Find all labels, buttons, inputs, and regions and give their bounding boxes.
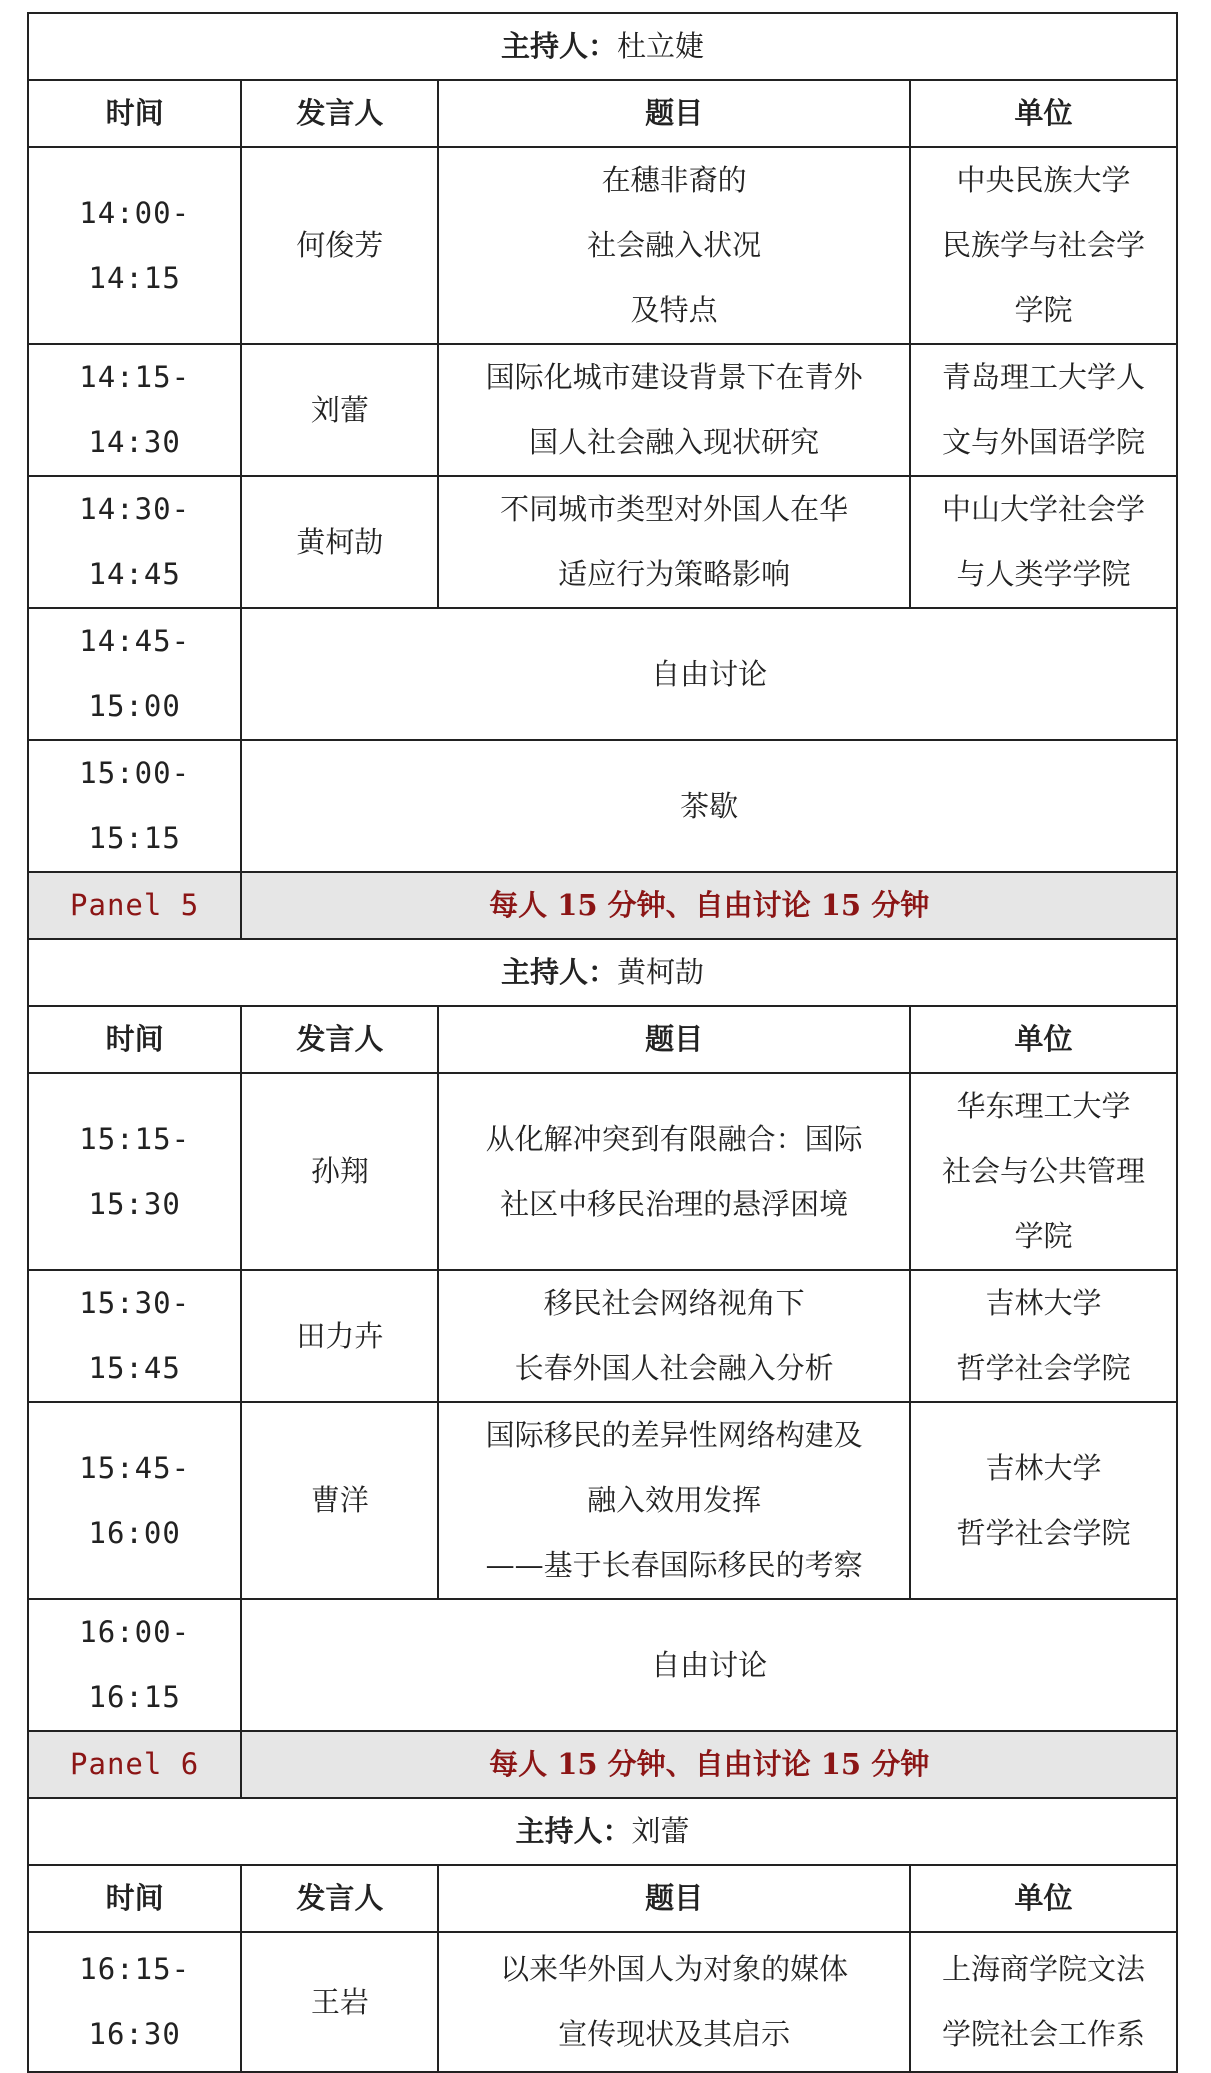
talk-speaker: 孙翔 [241,1073,438,1270]
header-speaker: 发言人 [241,1006,438,1073]
talk-unit-line: 与人类学学院 [956,557,1131,591]
talk-title [438,476,910,608]
host-cell [28,939,1177,1006]
host-label: 主持人： [500,955,617,989]
header-title: 题目 [438,1006,910,1073]
talk-unit-line: 社会与公共管理 [941,1154,1145,1188]
talk-row [28,1270,1177,1402]
talk-title-line: 宣传现状及其启示 [558,2017,791,2051]
break-time: 15:00-15:15 [28,740,241,872]
talk-unit-line: 中央民族大学 [956,163,1131,197]
break-label: 茶歇 [241,740,1177,872]
column-header-row [28,1006,1177,1073]
break-time: 16:00-16:15 [28,1599,241,1731]
talk-speaker: 田力卉 [241,1270,438,1402]
talk-time: 14:30-14:45 [28,476,241,608]
break-time: 14:45-15:00 [28,608,241,740]
talk-title-line: 以来华外国人为对象的媒体 [500,1952,849,1986]
talk-unit-line: 学院 [1014,1219,1073,1253]
talk-title [438,344,910,476]
talk-unit [910,344,1177,476]
break-label: 自由讨论 [241,608,1177,740]
talk-unit [910,1932,1177,2072]
talk-title [438,1402,910,1599]
talk-unit [910,1073,1177,1270]
header-speaker: 发言人 [241,80,438,147]
host-label: 主持人： [500,29,617,63]
talk-row [28,476,1177,608]
talk-unit [910,1270,1177,1402]
panel-info: 每人 15 分钟、自由讨论 15 分钟 [241,872,1177,939]
talk-speaker: 何俊芳 [241,147,438,344]
talk-title-line: 国际移民的差异性网络构建及 [485,1418,863,1452]
talk-unit-line: 上海商学院文法 [941,1952,1145,1986]
talk-unit-line: 哲学社会学院 [956,1515,1131,1550]
column-header-row [28,1865,1177,1932]
host-row [28,939,1177,1006]
talk-title-line: 社会融入状况 [587,228,762,262]
talk-unit [910,1402,1177,1599]
talk-title-line: 国人社会融入现状研究 [529,425,820,459]
talk-speaker: 曹洋 [241,1402,438,1599]
host-name: 黄柯劼 [617,955,705,989]
talk-unit-line: 学院社会工作系 [941,2017,1145,2051]
talk-title [438,1270,910,1402]
talk-unit-line: 中山大学社会学 [941,492,1145,526]
talk-title-line: 移民社会网络视角下 [543,1286,805,1320]
schedule-table [27,12,1178,2073]
talk-speaker: 刘蕾 [241,344,438,476]
talk-unit-line: 华东理工大学 [956,1089,1131,1123]
host-cell [28,13,1177,80]
header-unit: 单位 [910,1865,1177,1932]
header-title: 题目 [438,1865,910,1932]
talk-time: 15:45-16:00 [28,1402,241,1599]
host-name: 杜立婕 [617,29,705,63]
header-unit: 单位 [910,80,1177,147]
header-title: 题目 [438,80,910,147]
talk-title-line: 在穗非裔的 [601,163,747,197]
talk-title-line: 从化解冲突到有限融合：国际 [485,1121,863,1156]
break-row [28,608,1177,740]
talk-row [28,1402,1177,1599]
talk-unit [910,147,1177,344]
talk-unit-line: 文与外国语学院 [941,425,1145,459]
talk-time: 14:15-14:30 [28,344,241,476]
panel-info: 每人 15 分钟、自由讨论 15 分钟 [241,1731,1177,1798]
header-speaker: 发言人 [241,1865,438,1932]
talk-row [28,147,1177,344]
talk-speaker: 王岩 [241,1932,438,2072]
host-label: 主持人： [515,1814,632,1848]
host-row [28,1798,1177,1865]
talk-title-line: 适应行为策略影响 [558,557,791,591]
host-cell [28,1798,1177,1865]
talk-speaker: 黄柯劼 [241,476,438,608]
talk-row [28,1932,1177,2072]
column-header-row [28,80,1177,147]
header-time: 时间 [28,80,241,147]
talk-row [28,344,1177,476]
panel-label: Panel 6 [28,1731,241,1798]
talk-time: 14:00-14:15 [28,147,241,344]
talk-time: 15:30-15:45 [28,1270,241,1402]
talk-title-line: ——基于长春国际移民的考察 [485,1548,863,1582]
talk-unit-line: 学院 [1014,293,1073,327]
header-unit: 单位 [910,1006,1177,1073]
talk-title-line: 及特点 [630,293,718,327]
talk-unit-line: 哲学社会学院 [956,1351,1131,1385]
panel-row [28,872,1177,939]
panel-label: Panel 5 [28,872,241,939]
panel-row [28,1731,1177,1798]
host-name: 刘蕾 [631,1814,690,1848]
talk-title-line: 融入效用发挥 [587,1483,762,1517]
talk-title-line: 社区中移民治理的悬浮困境 [500,1186,849,1221]
header-time: 时间 [28,1865,241,1932]
talk-title-line: 不同城市类型对外国人在华 [500,492,849,526]
talk-unit-line: 吉林大学 [985,1286,1102,1320]
break-row [28,740,1177,872]
break-label: 自由讨论 [241,1599,1177,1731]
host-row [28,13,1177,80]
talk-unit-line: 吉林大学 [985,1450,1102,1485]
talk-unit-line: 民族学与社会学 [941,228,1145,262]
talk-time: 15:15-15:30 [28,1073,241,1270]
talk-title-line: 国际化城市建设背景下在青外 [485,360,863,394]
talk-title [438,1073,910,1270]
talk-time: 16:15-16:30 [28,1932,241,2072]
talk-title [438,1932,910,2072]
talk-title-line: 长春外国人社会融入分析 [514,1351,834,1385]
talk-title [438,147,910,344]
talk-unit-line: 青岛理工大学人 [941,360,1145,394]
break-row [28,1599,1177,1731]
talk-unit [910,476,1177,608]
talk-row [28,1073,1177,1270]
header-time: 时间 [28,1006,241,1073]
